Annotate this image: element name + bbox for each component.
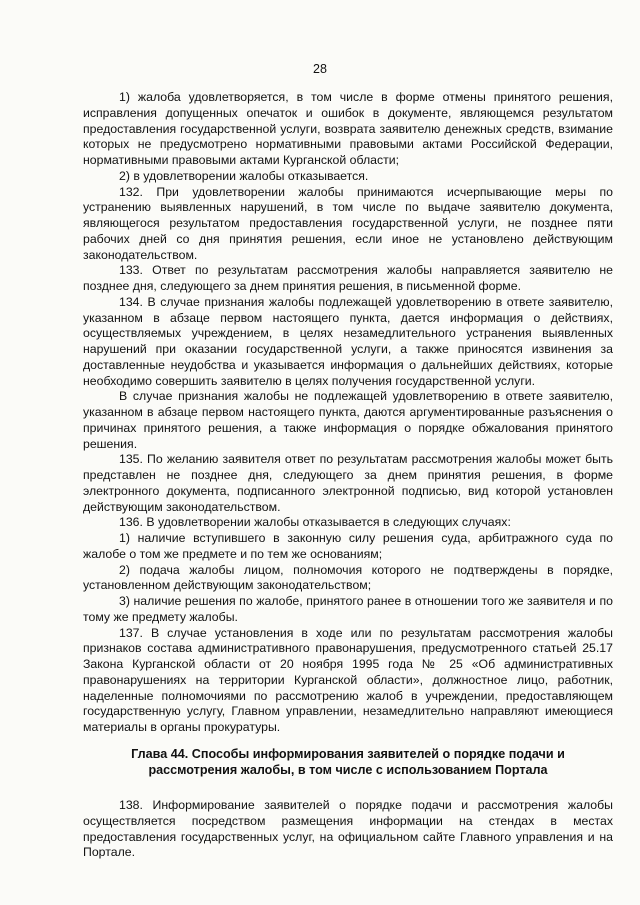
paragraph-133: 133. Ответ по результатам рассмотрения жалобы направляется заявителю не позднее дня, следующего за днем принятия решения, в письменной форме. bbox=[83, 263, 613, 293]
chapter-heading-line-2: рассмотрения жалобы, в том числе с использованием Портала bbox=[148, 763, 548, 777]
final-section bbox=[83, 798, 613, 861]
chapter-heading-line-1: Глава 44. Способы информирования заявителей о порядке подачи и bbox=[131, 747, 565, 761]
body-text bbox=[83, 90, 613, 736]
paragraph-135: 135. По желанию заявителя ответ по результатам рассмотрения жалобы может быть представлен не позднее дня, следующего за днем принятия решения, в форме электронного документа, подписанного электронной подписью, вид которой установлен действующим законодательством. bbox=[83, 452, 613, 514]
paragraph-137: 137. В случае установления в ходе или по результатам рассмотрения жалобы признаков состава административного правонарушения, предусмотренного статьей 25.17 Закона Курганской области от 20 ноября 1995 года № 25 «Об административных правонарушениях на территории Курганской области», должностное лицо, работник, наделенные полномочиями по рассмотрению жалоб в учреждении, предоставляющем государственную услугу, Главном управлении, незамедлительно направляют имеющиеся материалы в органы прокуратуры. bbox=[83, 625, 613, 734]
paragraph-132: 132. При удовлетворении жалобы принимаются исчерпывающие меры по устранению выявленных нарушений, в том числе по выдаче заявителю документа, являющегося результатом предоставления государственной услуги, не позднее пяти рабочих дней со дня принятия решения, если иное не установлено действующим законодательством. bbox=[83, 184, 613, 262]
paragraph-item-2: 2) в удовлетворении жалобы отказывается. bbox=[119, 168, 369, 183]
paragraph-136-item-1: 1) наличие вступившего в законную силу решения суда, арбитражного суда по жалобе о том же предмете и по тем же основаниям; bbox=[83, 531, 613, 561]
paragraph-136-item-3: 3) наличие решения по жалобе, принятого ранее в отношении того же заявителя и по тому же предмету жалобы. bbox=[83, 594, 613, 624]
paragraph-136: 136. В удовлетворении жалобы отказывается в следующих случаях: bbox=[119, 515, 511, 530]
page-number: 28 bbox=[313, 62, 327, 76]
paragraph-138: 138. Информирование заявителей о порядке подачи и рассмотрения жалобы осуществляется посредством размещения информации на стендах в местах предоставления государственных услуг, на официальном сайте Главного управления и на Портале. bbox=[83, 798, 613, 860]
paragraph-134-refusal: В случае признания жалобы не подлежащей удовлетворению в ответе заявителю, указанном в абзаце первом настоящего пункта, даются аргументированные разъяснения о причинах принятого решения, а также информация о порядке обжалования принятого решения. bbox=[83, 389, 613, 451]
paragraph-136-item-2: 2) подача жалобы лицом, полномочия которого не подтверждены в порядке, установленном действующим законодательством; bbox=[83, 562, 613, 593]
paragraph-item-1: 1) жалоба удовлетворяется, в том числе в форме отмены принятого решения, исправления допущенных опечаток и ошибок в документе, являющемся результатом предоставления государственной услуги, возврата заявителю денежных средств, взимание которых не предусмотрено нормативными правовыми актами Российской Федерации, нормативными правовыми актами Курганской области; bbox=[83, 90, 613, 167]
paragraph-134: 134. В случае признания жалобы подлежащей удовлетворению в ответе заявителю, указанном в абзаце первом настоящего пункта, дается информация о действиях, осуществляемых учреждением, в целях незамедлительного устранения выявленных нарушений при оказании государственной услуги, а также приносятся извинения за доставленные неудобства и указывается информация о дальнейших действиях, которые необходимо совершить заявителю в целях получения государственной услуги. bbox=[83, 294, 613, 388]
chapter-heading bbox=[83, 746, 613, 778]
